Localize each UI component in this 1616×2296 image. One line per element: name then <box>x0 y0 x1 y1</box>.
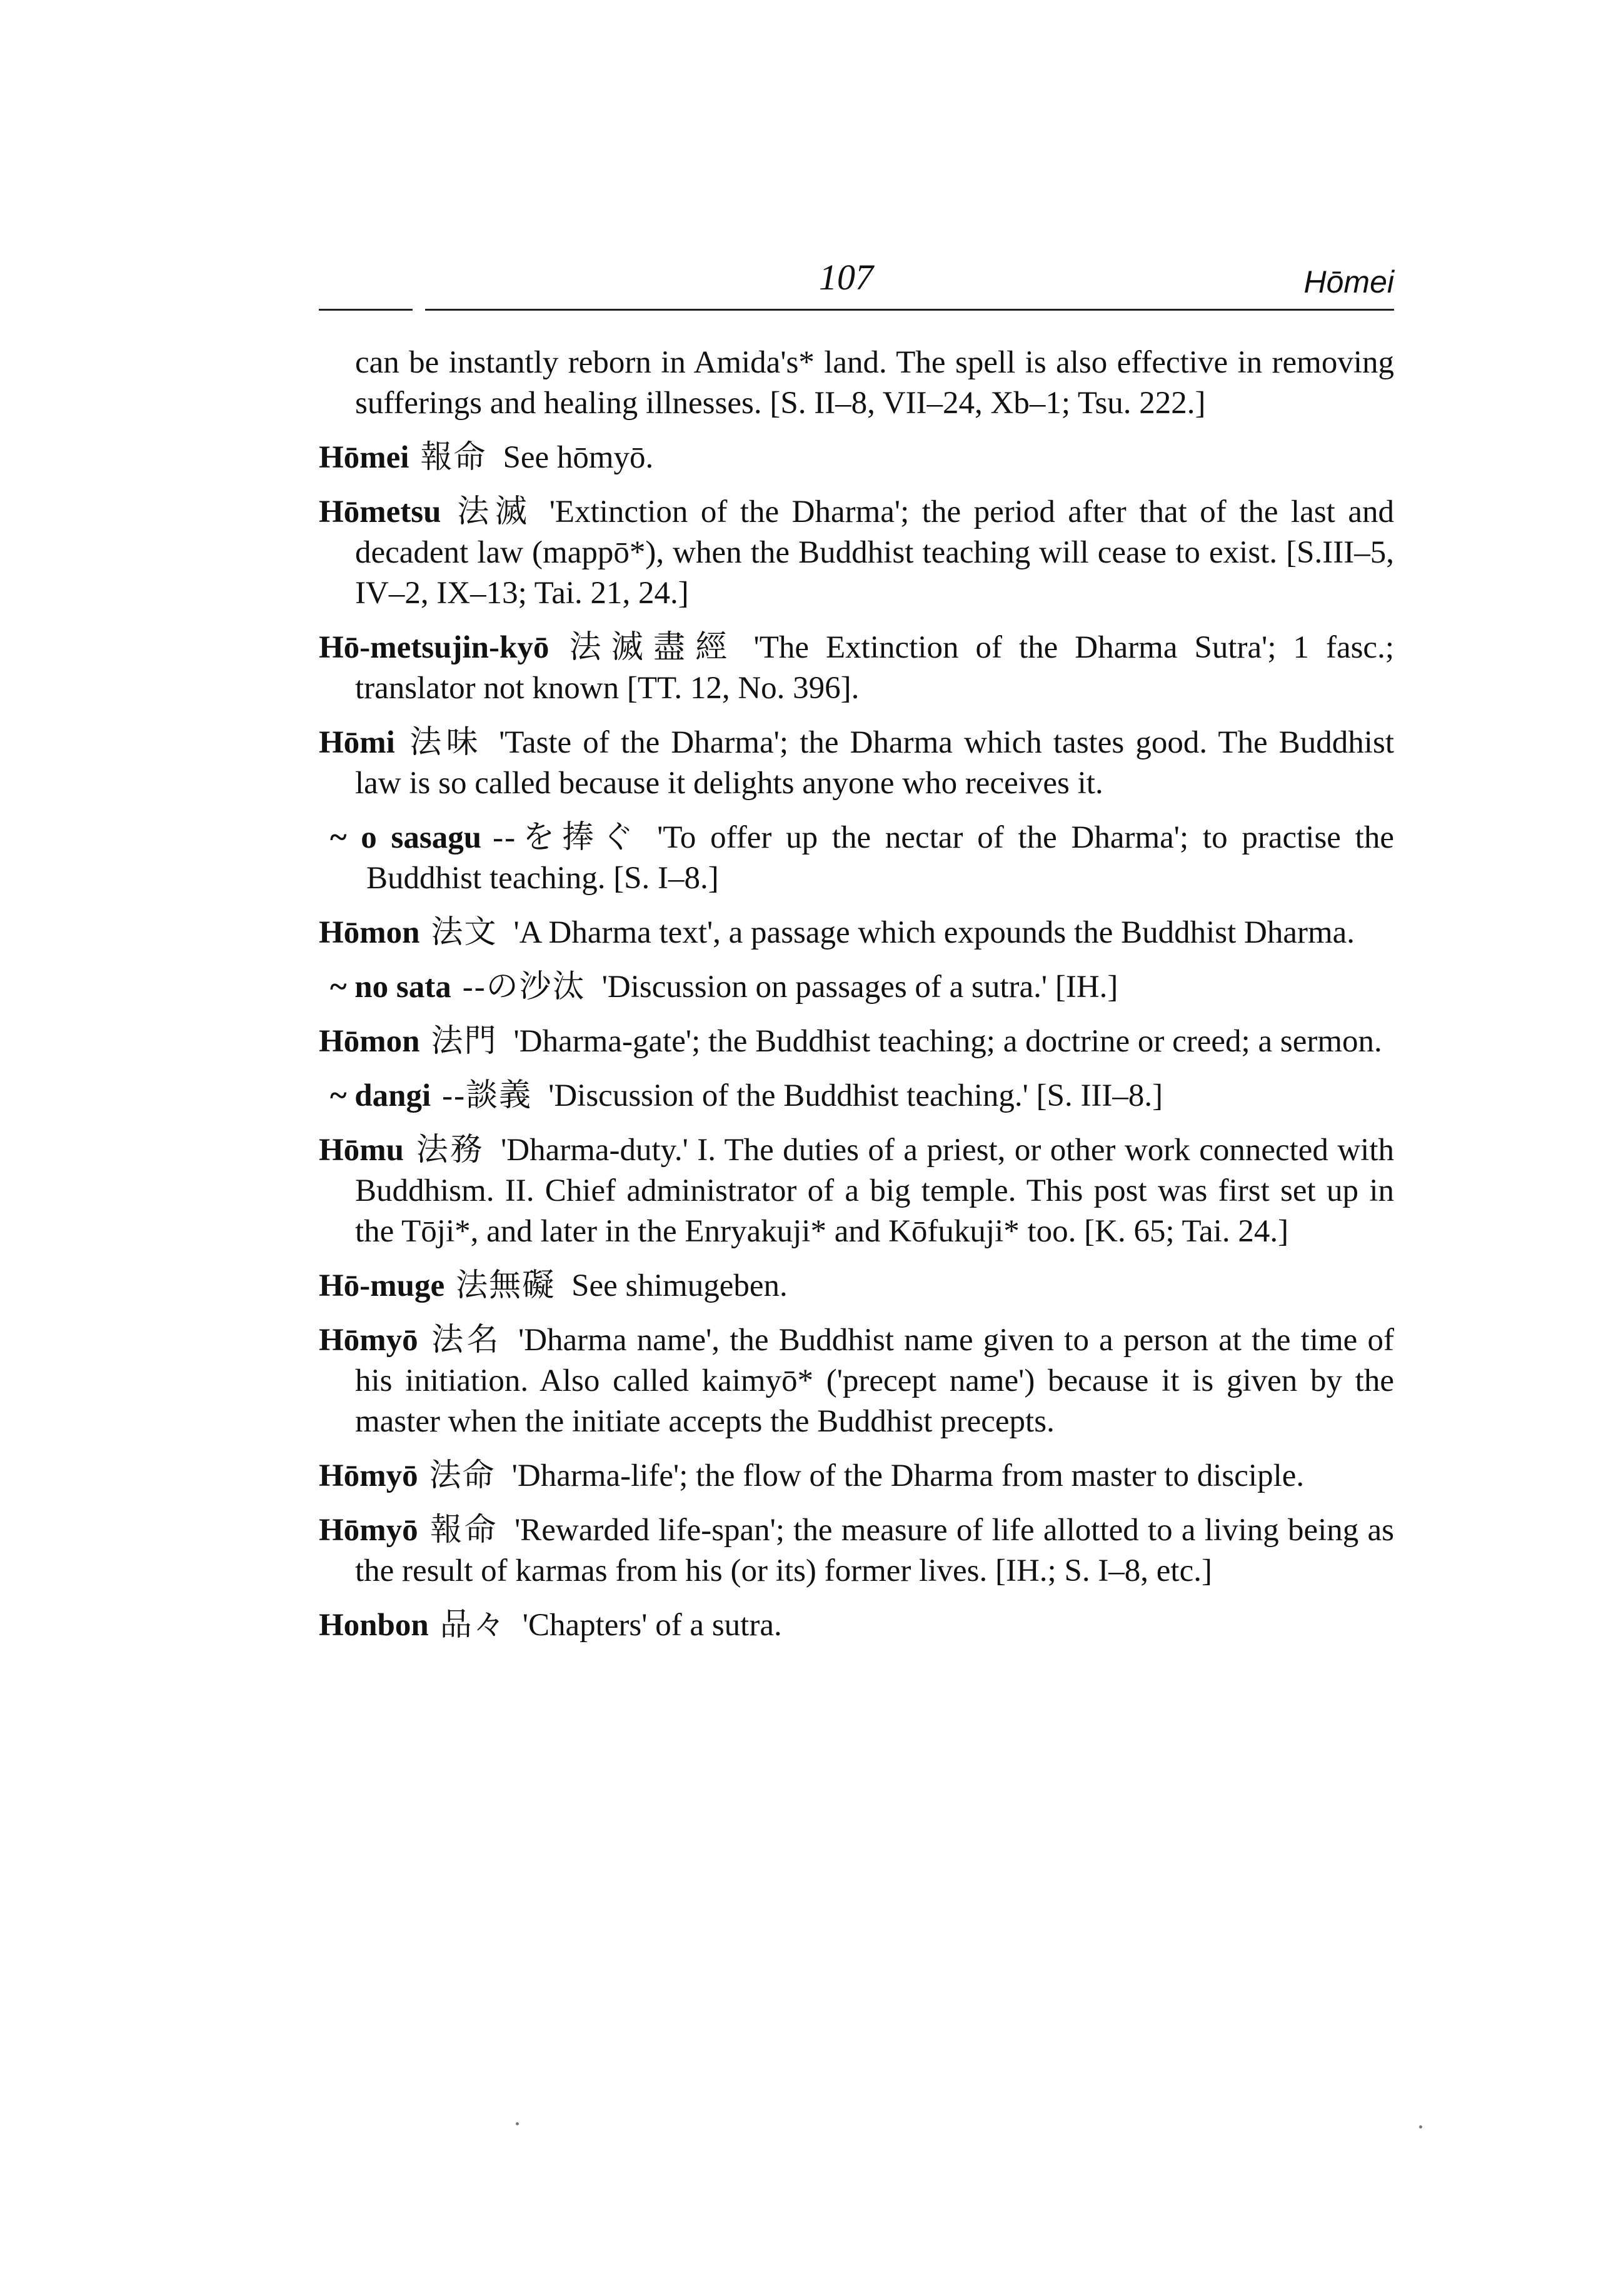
entry-kanji: 法滅 <box>452 494 533 529</box>
entry-text: See shimugeben. <box>571 1268 788 1303</box>
entry-term: Hōmi <box>319 725 395 760</box>
scan-speck <box>1419 2125 1422 2128</box>
sub-entry-text: 'Discussion of the Buddhist teaching.' [S. III–8.] <box>548 1078 1163 1113</box>
entry-term: Hōmetsu <box>319 494 441 529</box>
entry <box>319 628 1394 709</box>
entry-text: 'Dharma-gate'; the Buddhist teaching; a doctrine or creed; a sermon. <box>513 1024 1382 1059</box>
entry-text: 'Dharma name', the Buddhist name given to a person at the time of his initiation. Also called kaimyō* ('precept name') because it is given by the master when the initiate accepts the Buddhist precepts. <box>355 1323 1394 1439</box>
entry-kanji: 法名 <box>429 1323 503 1358</box>
entries-body <box>319 343 1394 1660</box>
entry-term: Hōmei <box>319 440 409 475</box>
continuation-paragraph <box>319 343 1394 424</box>
scan-speck <box>516 2122 519 2125</box>
entry <box>319 492 1394 614</box>
entry-term: Hōmyō <box>319 1323 418 1358</box>
entry-term: Hōmyō <box>319 1513 418 1548</box>
entry-term: Hōmon <box>319 915 420 950</box>
entry-kanji: 品々 <box>439 1608 506 1643</box>
sub-entry-kanji: --の沙汰 <box>462 970 586 1005</box>
entry <box>319 438 1394 478</box>
sub-entry-term: ~ dangi <box>330 1078 431 1113</box>
entry <box>319 723 1394 804</box>
page-header <box>319 256 1394 306</box>
entry-kanji: 法命 <box>429 1458 496 1493</box>
entry-kanji: 報命 <box>429 1513 499 1548</box>
entry-text: 'The Extinction of the Dharma Sutra'; 1 fasc.; translator not known [TT. 12, No. 396]. <box>355 630 1394 706</box>
page-number: 107 <box>819 257 873 298</box>
entry-term: Honbon <box>319 1608 429 1643</box>
entry <box>319 1021 1394 1062</box>
entry <box>319 1130 1394 1252</box>
entry-text: 'A Dharma text', a passage which expounds the Buddhist Dharma. <box>513 915 1355 950</box>
entry-term: Hō-muge <box>319 1268 445 1303</box>
entry <box>319 1266 1394 1306</box>
running-head: Hōmei <box>1303 264 1394 299</box>
entry-text: 'Dharma-duty.' I. The duties of a priest, or other work connected with Buddhism. II. Chief administrator of a big temple. This post was first set up in the Tōji*, and later in the Enryakuji* and Kōfukuji* too. [K. 65; Tai. 24.] <box>355 1133 1394 1249</box>
entry-kanji: 法文 <box>431 915 498 950</box>
sub-entry-kanji: --談義 <box>442 1078 533 1113</box>
entry-kanji: 報命 <box>420 440 487 475</box>
sub-entry-term: ~ o sasagu <box>330 820 482 855</box>
entry-text: 'Extinction of the Dharma'; the period after that of the last and decadent law (mappō*), when the Buddhist teaching will cease to exist. [S.III–5, IV–2, IX–13; Tai. 21, 24.] <box>355 494 1394 611</box>
entry-term: Hōmu <box>319 1133 404 1168</box>
entry-text: 'Taste of the Dharma'; the Dharma which tastes good. The Buddhist law is so called because it delights anyone who receives it. <box>355 725 1394 801</box>
sub-entry <box>330 818 1394 899</box>
sub-entry-text: 'Discussion on passages of a sutra.' [IH.] <box>601 970 1118 1005</box>
entry-text: 'Dharma-life'; the flow of the Dharma from master to disciple. <box>511 1458 1305 1493</box>
entry-term: Hōmon <box>319 1024 420 1059</box>
header-rule-left <box>319 309 413 311</box>
entry <box>319 1320 1394 1442</box>
entry-text: See hōmyō. <box>503 440 654 475</box>
sub-entry-kanji: --を捧ぐ <box>493 820 641 855</box>
entry <box>319 1456 1394 1496</box>
entry <box>319 1605 1394 1646</box>
entry <box>319 1510 1394 1592</box>
entry-term: Hōmyō <box>319 1458 418 1493</box>
entry-kanji: 法門 <box>431 1024 498 1059</box>
header-rule-right <box>425 309 1394 311</box>
sub-entry-text: 'To offer up the nectar of the Dharma'; to practise the Buddhist teaching. [S. I–8.] <box>366 820 1394 896</box>
entry-kanji: 法滅盡經 <box>560 630 738 665</box>
entry-text: can be instantly reborn in Amida's* land. The spell is also effective in removing sufferings and healing illnesses. [S. II–8, VII–24, Xb–1; Tsu. 222.] <box>355 345 1394 421</box>
entry-kanji: 法務 <box>415 1133 485 1168</box>
entry-kanji: 法味 <box>406 725 483 760</box>
sub-entry <box>330 1076 1394 1116</box>
entry-kanji: 法無礙 <box>456 1268 556 1303</box>
entry <box>319 913 1394 953</box>
sub-entry-term: ~ no sata <box>330 970 451 1005</box>
entry-text: 'Rewarded life-span'; the measure of life allotted to a living being as the result of karmas from his (or its) former lives. [IH.; S. I–8, etc.] <box>355 1513 1394 1588</box>
entry-text: 'Chapters' of a sutra. <box>522 1608 782 1643</box>
entry-term: Hō-metsujin-kyō <box>319 630 550 665</box>
sub-entry <box>330 967 1394 1008</box>
